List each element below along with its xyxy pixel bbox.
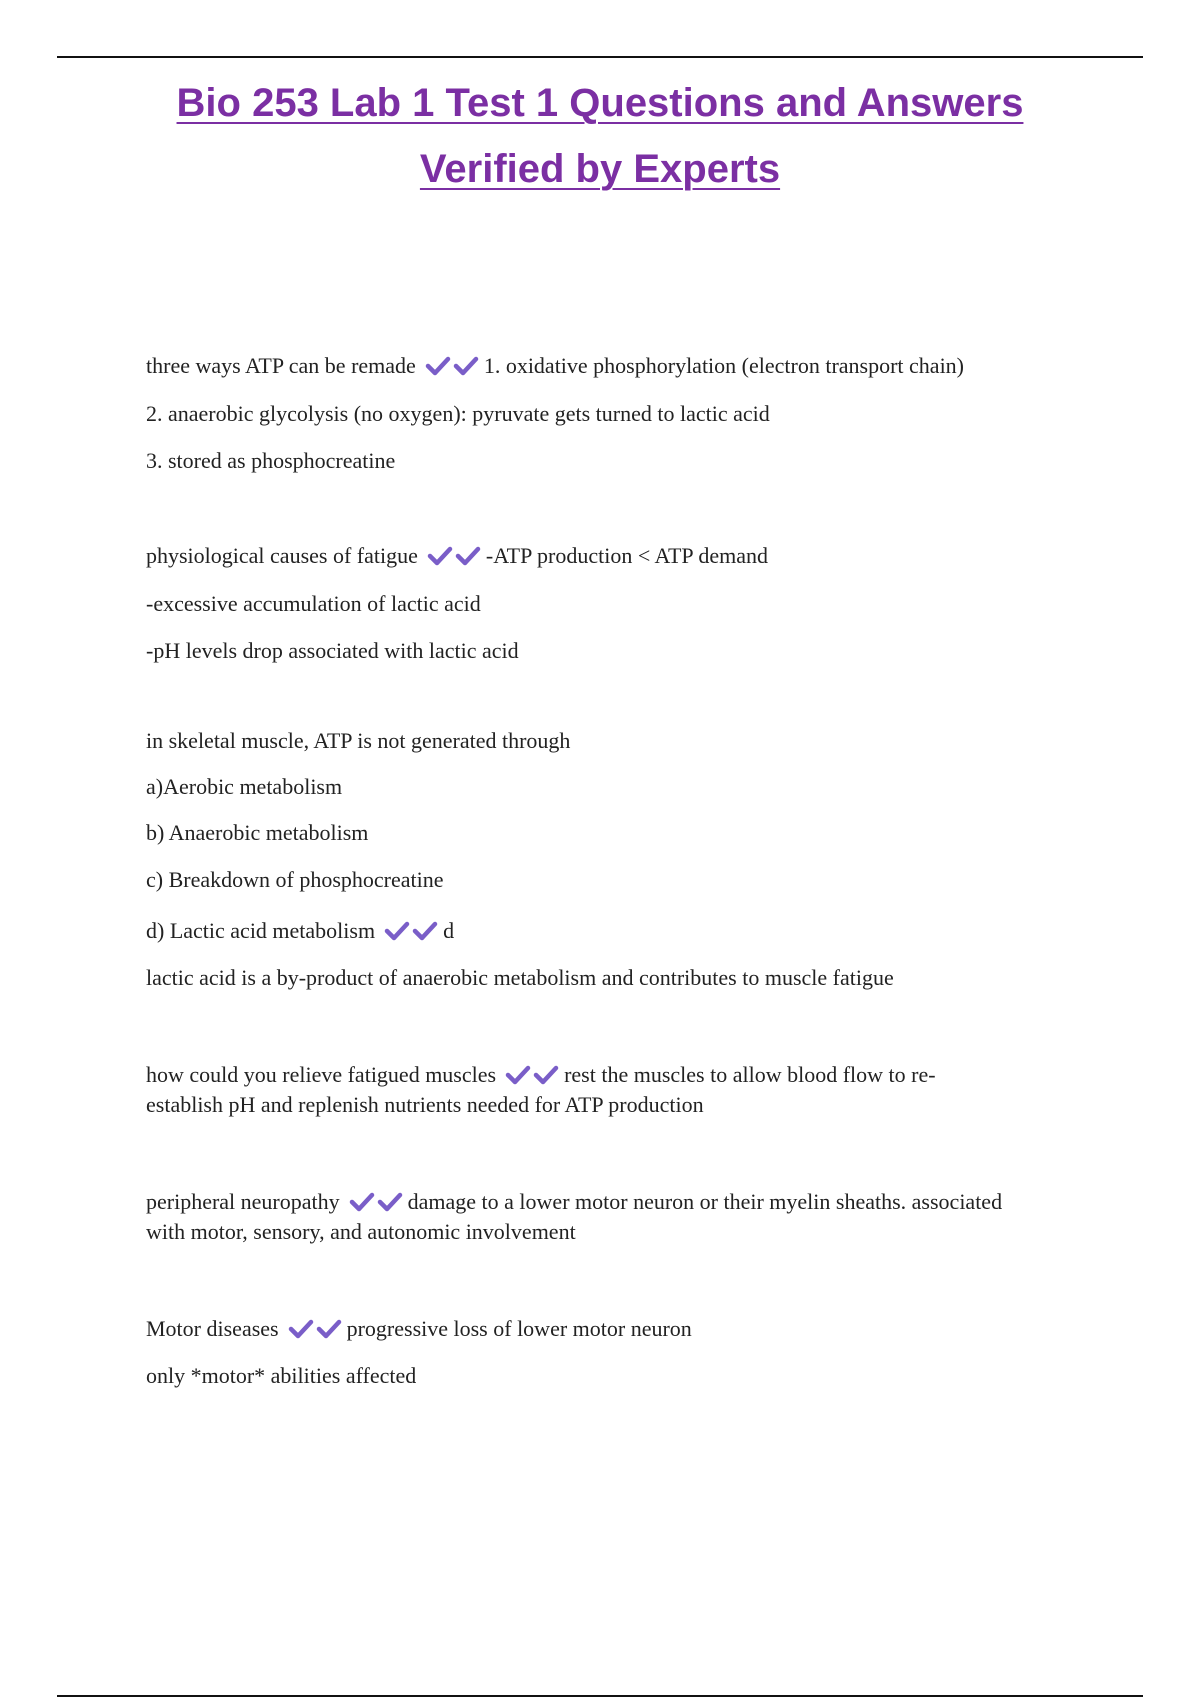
check-icon [349,1191,375,1213]
question-text: Motor diseases [146,1316,279,1341]
answer-text: rest the muscles to allow blood flow to re- [564,1062,936,1087]
question-text: peripheral neuropathy [146,1189,340,1214]
check-icon [316,1318,342,1340]
answer-checkmarks [383,916,439,946]
check-icon [533,1064,559,1086]
answer-line: -pH levels drop associated with lactic acid [146,638,519,663]
document-title [0,70,1200,202]
answer-checkmarks [348,1187,404,1217]
qa-item-2 [146,541,1096,571]
qa-item-5 [146,1187,1096,1217]
qa-item-1 [146,351,1096,381]
answer-line: establish pH and replenish nutrients needed for ATP production [146,1092,704,1117]
qa-item-3 [146,916,1096,946]
answer-checkmarks [504,1060,560,1090]
answer-text: -ATP production < ATP demand [485,543,768,568]
qa-item-4 [146,1060,1096,1090]
check-icon [427,545,453,567]
option-a: a)Aerobic metabolism [146,774,343,799]
check-icon [505,1064,531,1086]
answer-line: with motor, sensory, and autonomic involvement [146,1219,576,1244]
question-text: how could you relieve fatigued muscles [146,1062,497,1087]
option-b: b) Anaerobic metabolism [146,820,369,845]
top-rule [57,56,1143,58]
answer-line: -excessive accumulation of lactic acid [146,591,481,616]
answer-text: progressive loss of lower motor neuron [346,1316,692,1341]
check-icon [377,1191,403,1213]
answer-line: 3. stored as phosphocreatine [146,448,396,473]
answer-checkmarks [424,351,480,381]
check-icon [455,545,481,567]
question-text: physiological causes of fatigue [146,543,418,568]
answer-text: damage to a lower motor neuron or their myelin sheaths. associated [407,1189,1003,1214]
check-icon [288,1318,314,1340]
check-icon [412,920,438,942]
check-icon [384,920,410,942]
answer-line: only *motor* abilities affected [146,1363,417,1388]
question-line: in skeletal muscle, ATP is not generated through [146,728,571,753]
check-icon [425,355,451,377]
answer-text: d [443,918,455,943]
title-line-1: Bio 253 Lab 1 Test 1 Questions and Answers [176,81,1024,125]
option-c: c) Breakdown of phosphocreatine [146,867,444,892]
answer-line: lactic acid is a by-product of anaerobic metabolism and contributes to muscle fatigue [146,965,894,990]
option-d: d) Lactic acid metabolism [146,918,376,943]
bottom-rule [57,1695,1143,1697]
title-line-2: Verified by Experts [419,147,781,191]
qa-item-6 [146,1314,1096,1344]
answer-checkmarks [426,541,482,571]
answer-text: 1. oxidative phosphorylation (electron transport chain) [483,353,965,378]
answer-line: 2. anaerobic glycolysis (no oxygen): pyruvate gets turned to lactic acid [146,401,770,426]
question-text: three ways ATP can be remade [146,353,416,378]
answer-checkmarks [287,1314,343,1344]
check-icon [453,355,479,377]
